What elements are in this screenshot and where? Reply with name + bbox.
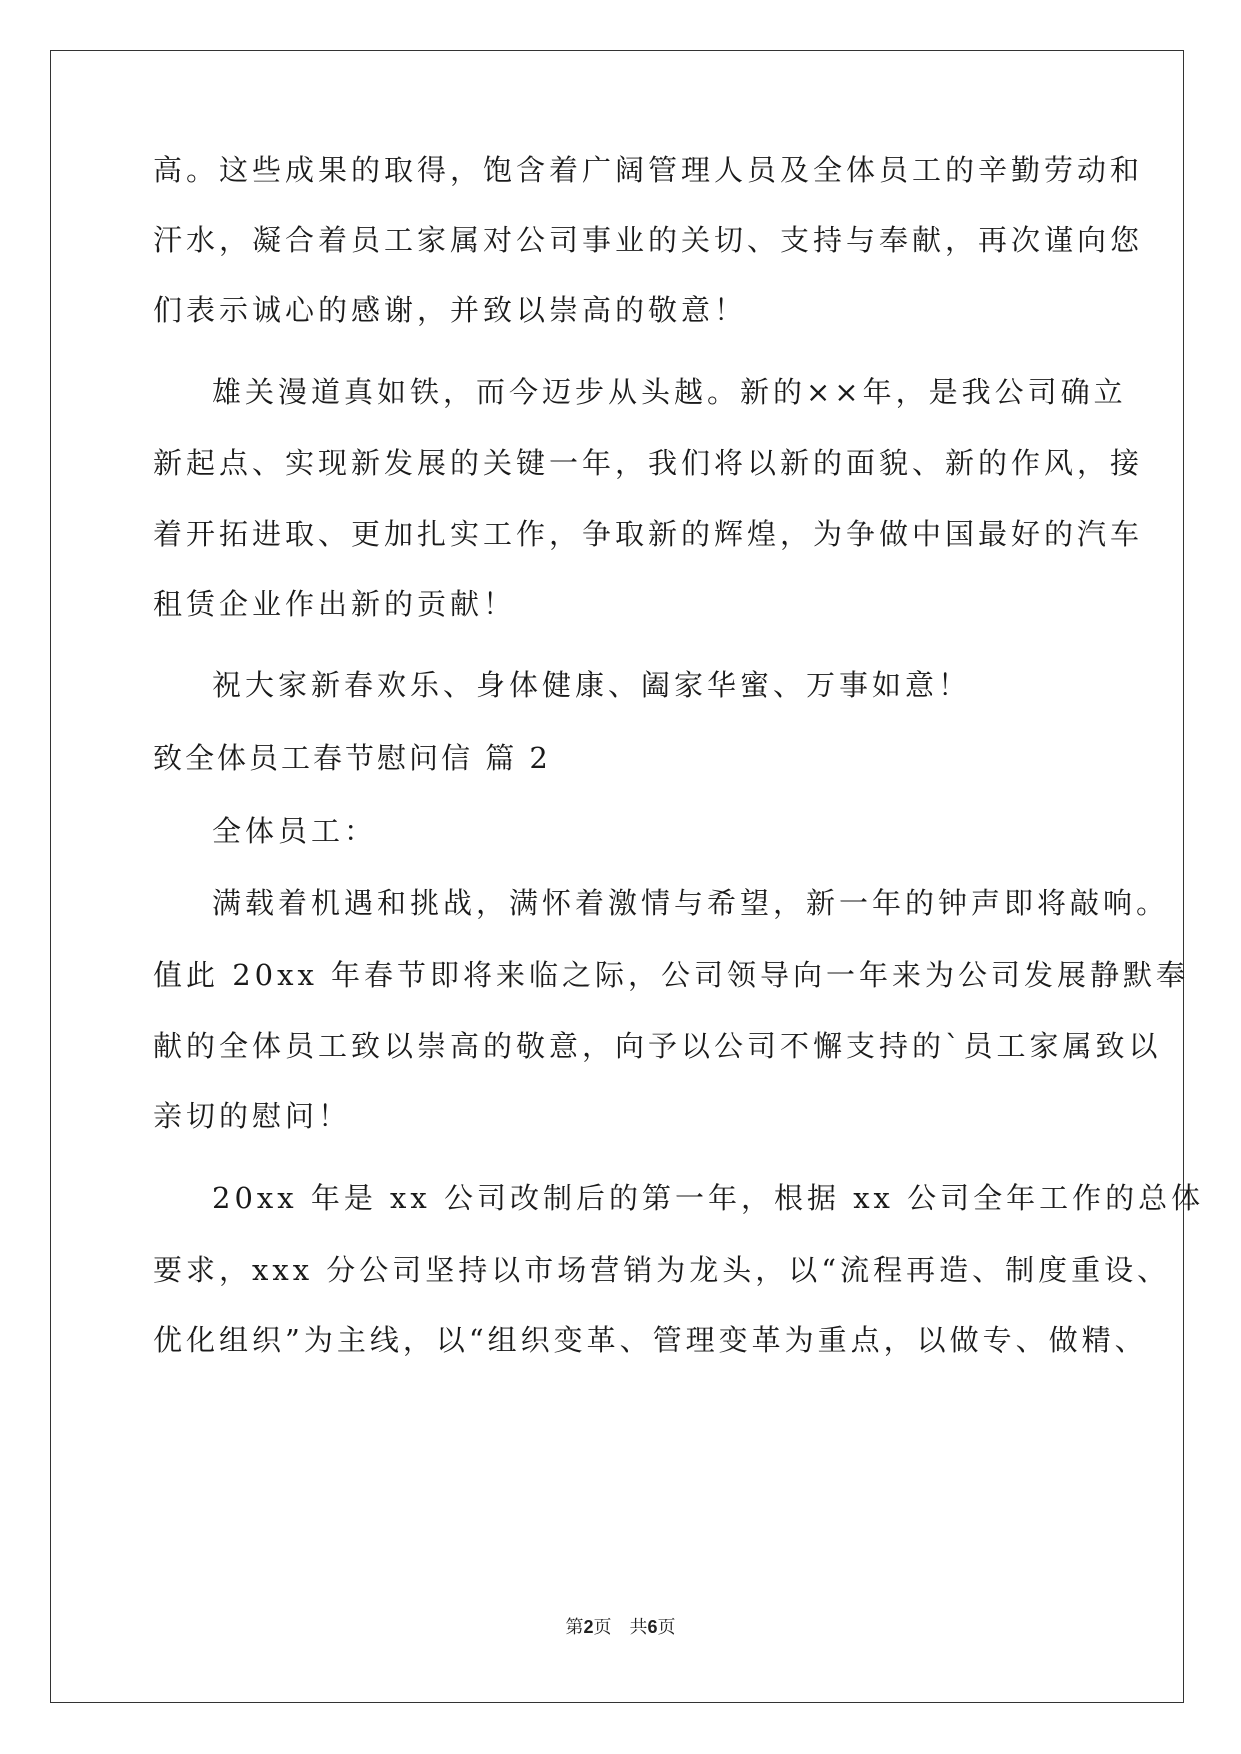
text-line: 着开拓进取、更加扎实工作，争取新的辉煌，为争做中国最好的汽车 <box>153 517 1144 551</box>
text-line: 值此 20xx 年春节即将来临之际，公司领导向一年来为公司发展静默奉 <box>153 958 1190 992</box>
page-suffix: 页 <box>657 1617 676 1638</box>
text-line: 雄关漫道真如铁，而今迈步从头越。新的××年，是我公司确立 <box>212 375 1127 409</box>
text-line: 优化组织”为主线，以“组织变革、管理变革为重点，以做专、做精、 <box>153 1323 1148 1357</box>
page-mid: 页 共 <box>593 1617 648 1638</box>
page-prefix: 第 <box>565 1617 584 1638</box>
text-line: 汗水，凝合着员工家属对公司事业的关切、支持与奉献，再次谨向您 <box>153 223 1144 257</box>
text-line: 20xx 年是 xx 公司改制后的第一年，根据 xx 公司全年工作的总体 <box>212 1181 1205 1215</box>
text-line: 新起点、实现新发展的关键一年，我们将以新的面貌、新的作风，接 <box>153 446 1144 480</box>
text-line: 高。这些成果的取得，饱含着广阔管理人员及全体员工的辛勤劳动和 <box>153 153 1144 187</box>
page-footer <box>0 1613 1241 1639</box>
text-line: 满载着机遇和挑战，满怀着激情与希望，新一年的钟声即将敲响。 <box>212 886 1170 920</box>
salutation: 全体员工： <box>212 814 378 848</box>
total-page-number: 6 <box>647 1617 658 1637</box>
text-line: 亲切的慰问！ <box>153 1099 352 1133</box>
section-heading: 致全体员工春节慰问信 篇 2 <box>153 741 551 775</box>
text-line: 要求，xxx 分公司坚持以市场营销为龙头，以“流程再造、制度重设、 <box>153 1253 1171 1287</box>
text-line: 献的全体员工致以崇高的敬意，向予以公司不懈支持的`员工家属致以 <box>153 1029 1162 1063</box>
text-line: 租赁企业作出新的贡献！ <box>153 587 517 621</box>
current-page-number: 2 <box>583 1617 594 1637</box>
text-line: 祝大家新春欢乐、身体健康、阖家华蜜、万事如意！ <box>212 668 972 702</box>
text-line: 们表示诚心的感谢，并致以崇高的敬意！ <box>153 293 748 327</box>
